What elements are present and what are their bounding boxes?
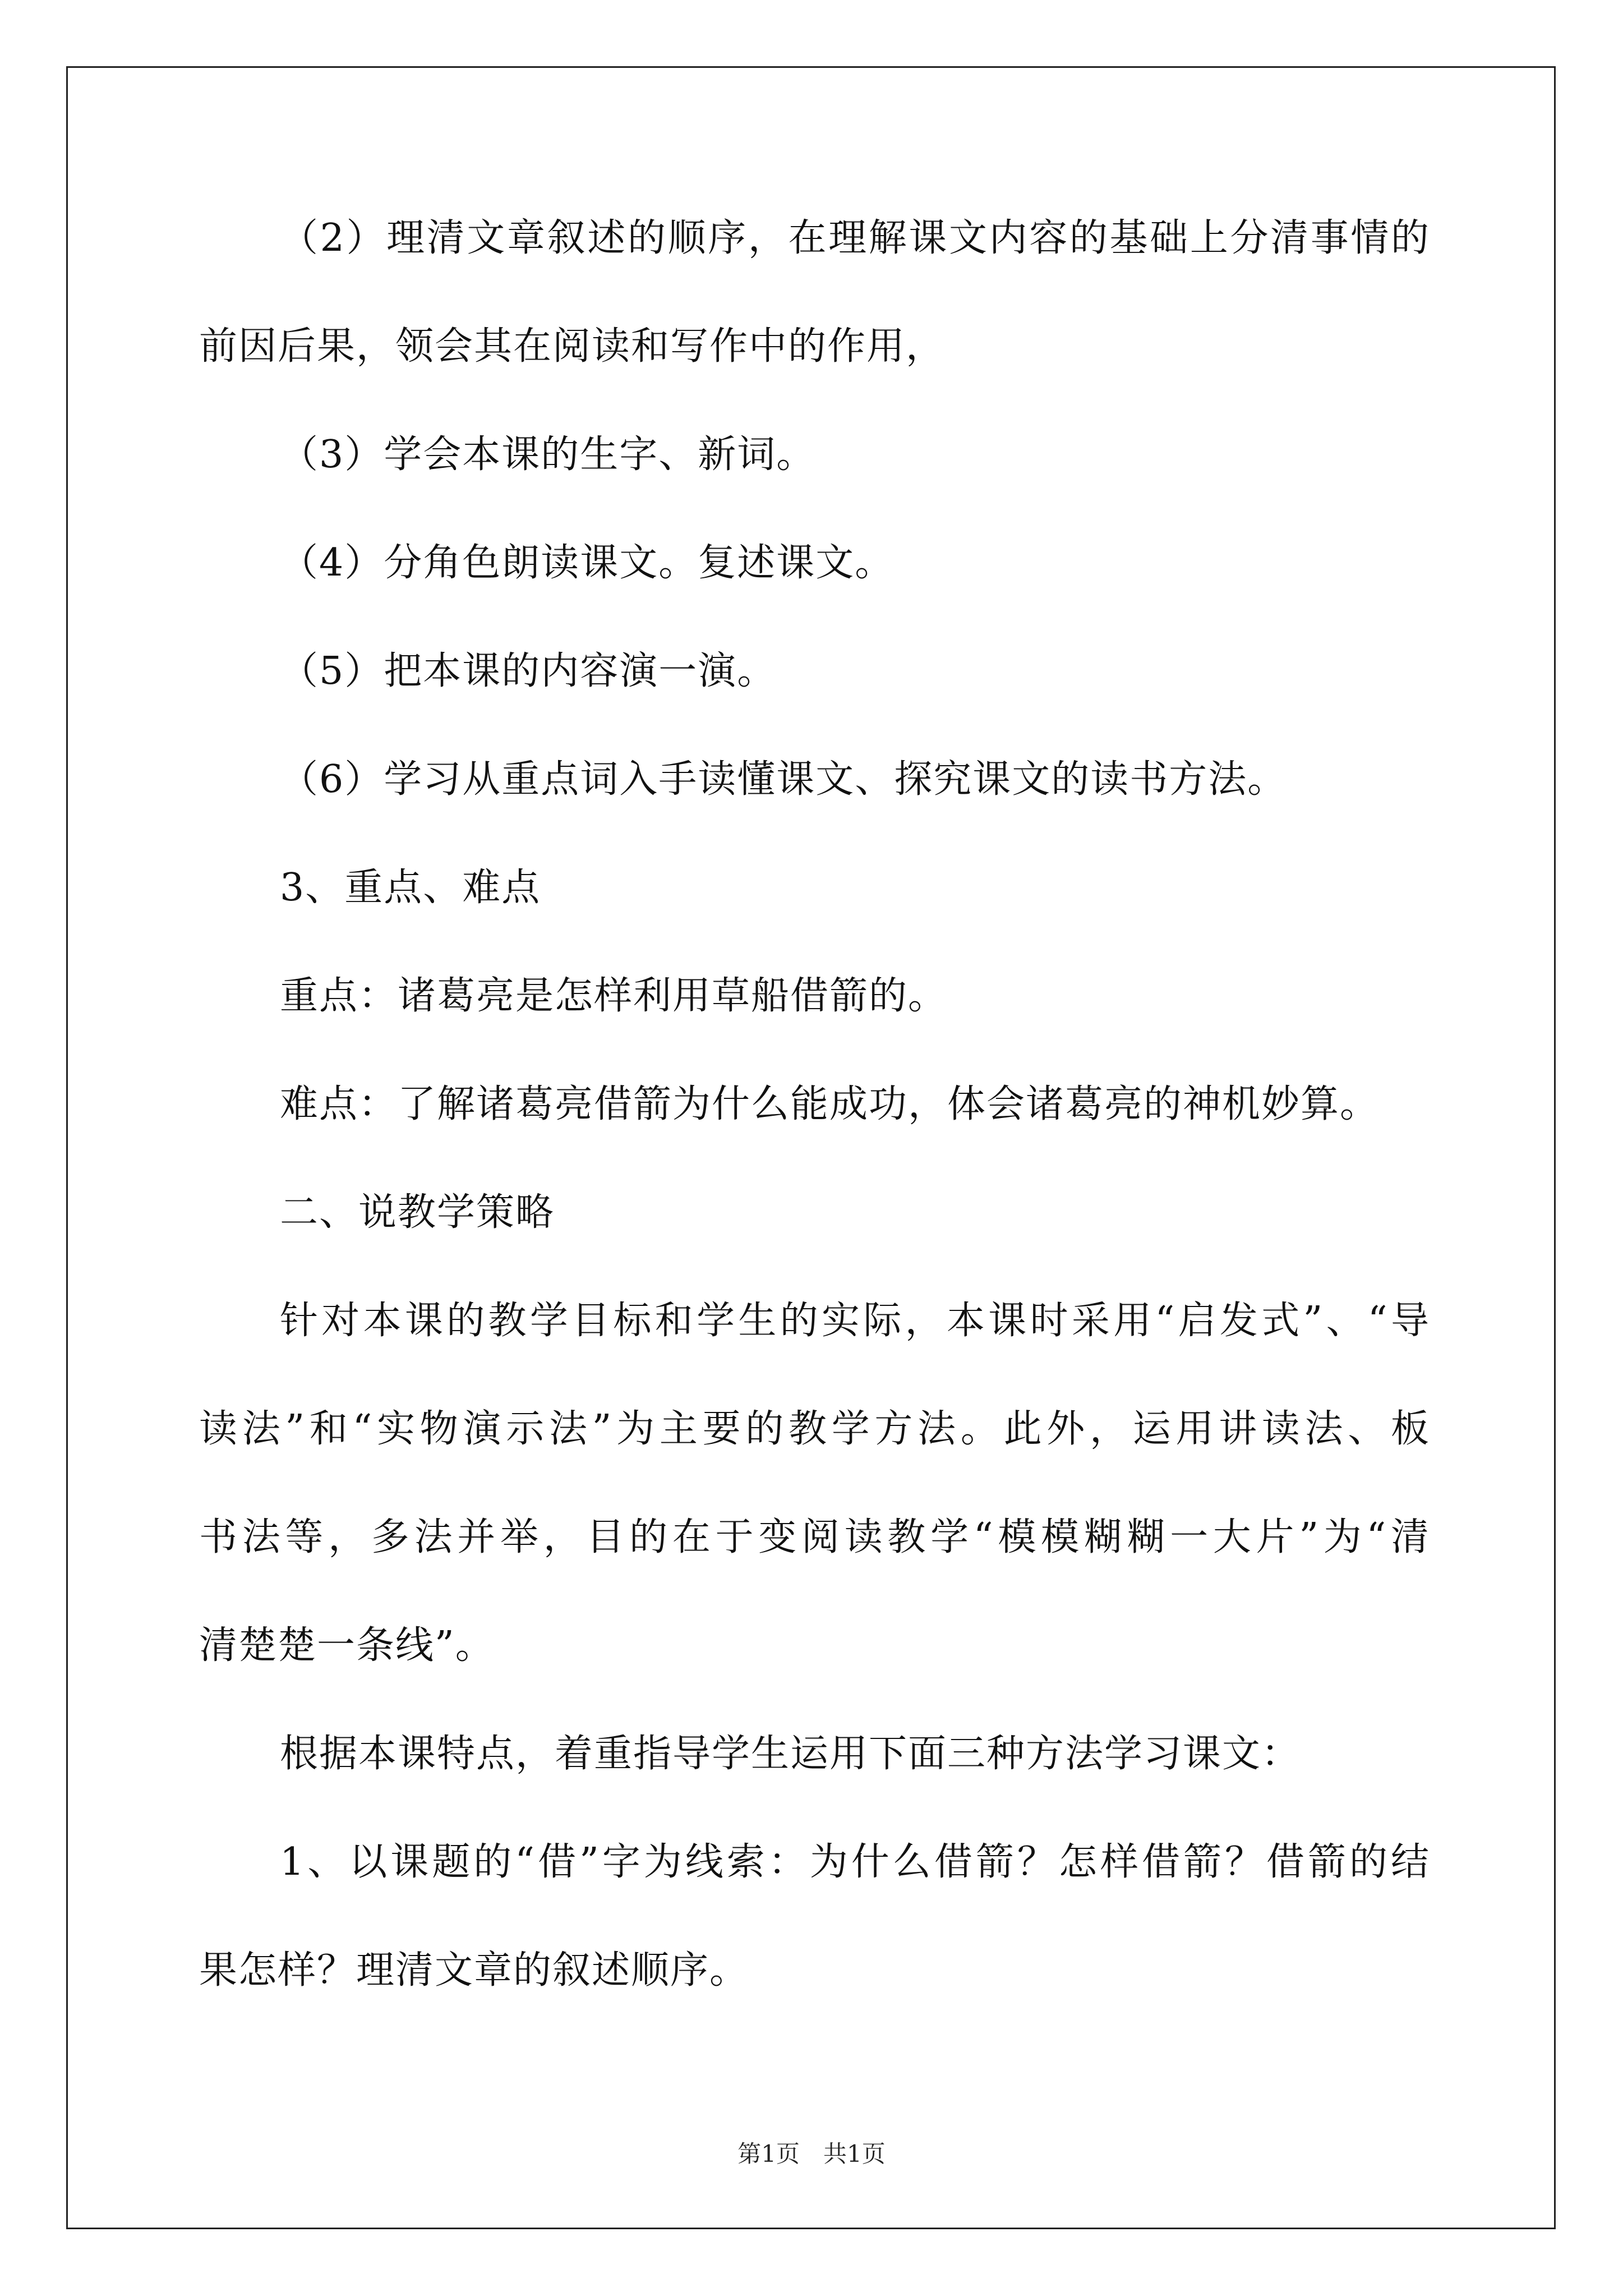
paragraph-strategy-line-4: 清楚楚一条线”。	[199, 1623, 495, 1668]
paragraph-goal-4: （4）分角色朗读课文。复述课文。	[280, 541, 895, 585]
paragraph-strategy-line-2: 读法”和“实物演示法”为主要的教学方法。此外，运用讲读法、板	[199, 1407, 1430, 1451]
paragraph-strategy-line-1: 针对本课的教学目标和学生的实际，本课时采用“启发式”、“导	[280, 1299, 1430, 1343]
paragraph-goal-5: （5）把本课的内容演一演。	[280, 649, 777, 693]
paragraph-strategy-line-3: 书法等，多法并举，目的在于变阅读教学“模模糊糊一大片”为“清	[199, 1515, 1430, 1559]
paragraph-method-1-line-2: 果怎样？理清文章的叙述顺序。	[199, 1948, 749, 1993]
section-heading-key-points: 3、重点、难点	[280, 866, 541, 910]
paragraph-goal-3: （3）学会本课的生字、新词。	[280, 432, 816, 477]
paragraph-goal-2-line-1: （2）理清文章叙述的顺序，在理解课文内容的基础上分清事情的	[280, 216, 1430, 260]
page-number-footer: 第1页 共1页	[737, 2140, 886, 2168]
page-border	[66, 66, 1556, 2229]
paragraph-methods-intro: 根据本课特点，着重指导学生运用下面三种方法学习课文：	[280, 1732, 1301, 1776]
paragraph-key-point: 重点：诸葛亮是怎样利用草船借箭的。	[280, 974, 948, 1018]
paragraph-goal-2-line-2: 前因后果，领会其在阅读和写作中的作用，	[199, 324, 946, 369]
section-heading-teaching-strategy: 二、说教学策略	[280, 1190, 555, 1235]
paragraph-goal-6: （6）学习从重点词入手读懂课文、探究课文的读书方法。	[280, 757, 1287, 802]
paragraph-difficult-point: 难点：了解诸葛亮借箭为什么能成功，体会诸葛亮的神机妙算。	[280, 1082, 1380, 1126]
paragraph-method-1-line-1: 1、以课题的“借”字为线索：为什么借箭？怎样借箭？借箭的结	[280, 1840, 1430, 1884]
